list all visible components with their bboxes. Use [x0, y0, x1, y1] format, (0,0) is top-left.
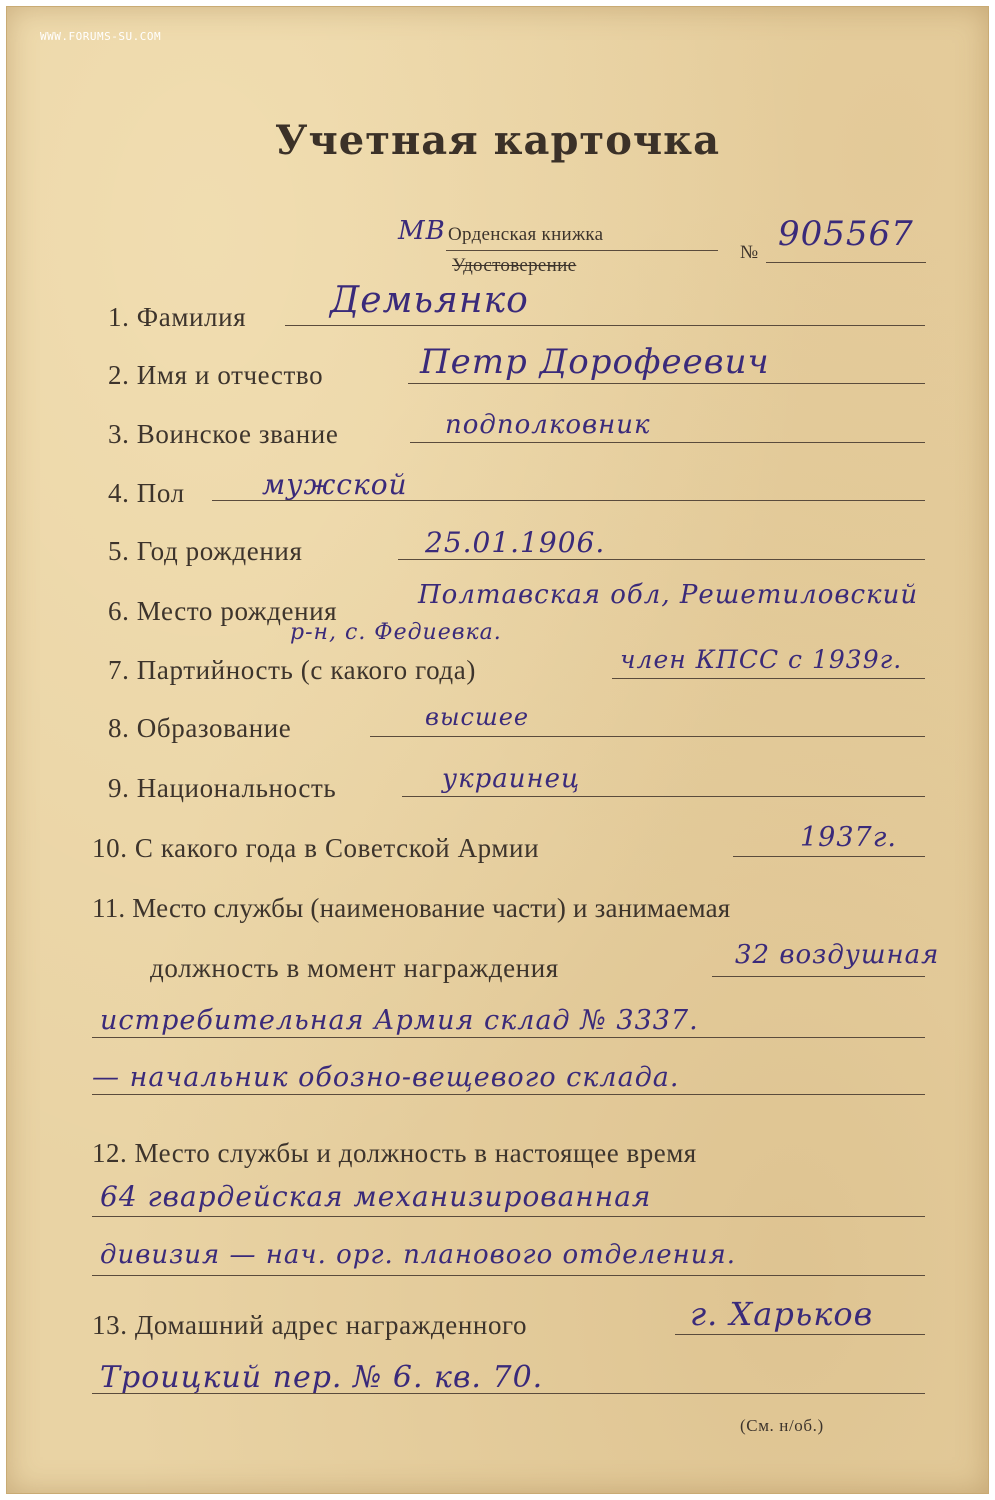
- field-service-line-2: [92, 1037, 925, 1038]
- field-rank-line: [410, 442, 925, 443]
- field-education-value: высшее: [425, 703, 530, 731]
- field-nationality-label: 9. Национальность: [108, 773, 337, 803]
- field-address-line-1: [675, 1334, 925, 1335]
- field-address-value: г. Харьков: [690, 1295, 874, 1333]
- field-surname-line: [285, 325, 925, 326]
- field-name-line: [408, 383, 925, 384]
- field-sex-line: [212, 500, 925, 501]
- field-service-label-2: должность в момент награждения: [150, 953, 559, 983]
- field-education-label: 8. Образование: [108, 713, 292, 743]
- field-name-value: Петр Дорофеевич: [420, 342, 770, 382]
- field-service-value-3: — начальник обозно-вещевого склада.: [92, 1062, 680, 1093]
- field-birthplace-value: Полтавская обл, Решетиловский: [418, 580, 919, 610]
- field-party-label: 7. Партийность (с какого года): [108, 655, 476, 685]
- field-service-line-3: [92, 1094, 925, 1095]
- field-surname-value: Демьянко: [330, 280, 529, 321]
- book-underline: [446, 250, 718, 251]
- field-sex-label: 4. Пол: [108, 478, 185, 508]
- field-birthplace-label: 6. Место рождения: [108, 596, 338, 626]
- field-address-value-2: Троицкий пер. № 6. кв. 70.: [100, 1360, 544, 1395]
- field-service-value: 32 воздушная: [735, 940, 940, 970]
- card-title: Учетная карточка: [275, 117, 720, 164]
- field-address-label: 13. Домашний адрес награжденного: [92, 1310, 528, 1340]
- book-number-handwritten: 905567: [778, 214, 914, 254]
- field-sex-value: мужской: [262, 468, 408, 501]
- field-current-service-line-2: [92, 1275, 925, 1276]
- field-rank-value: подполковник: [445, 410, 651, 440]
- field-current-service-value: 64 гвардейская механизированная: [100, 1180, 652, 1213]
- field-service-line-1: [712, 976, 925, 977]
- field-current-service-label: 12. Место службы и должность в настоящее время: [92, 1138, 697, 1168]
- book-label: Орденская книжка: [448, 224, 604, 245]
- field-party-value: член КПСС с 1939г.: [620, 645, 903, 674]
- book-number-underline: [766, 262, 926, 263]
- field-rank-label: 3. Воинское звание: [108, 419, 339, 449]
- field-army-year-line: [733, 856, 925, 857]
- field-service-label: 11. Место службы (наименование части) и занимаемая: [92, 893, 731, 923]
- field-current-service-line-1: [92, 1216, 925, 1217]
- field-name-label: 2. Имя и отчество: [108, 360, 324, 390]
- field-current-service-value-2: дивизия — нач. орг. планового отделения.: [100, 1240, 736, 1270]
- field-education-line: [370, 736, 925, 737]
- field-birthplace-value-2: р-н, с. Федиевка.: [290, 620, 502, 645]
- field-surname-label: 1. Фамилия: [108, 302, 247, 332]
- field-nationality-line: [402, 796, 925, 797]
- field-address-line-2: [92, 1393, 925, 1394]
- field-birthyear-line: [398, 559, 925, 560]
- book-struck-label: Удостоверение: [452, 255, 577, 276]
- book-number-label: №: [740, 242, 759, 263]
- footer-note: (См. н/об.): [740, 1416, 824, 1435]
- field-birthyear-label: 5. Год рождения: [108, 536, 303, 566]
- field-party-line: [612, 678, 925, 679]
- field-nationality-value: украинец: [442, 764, 581, 794]
- field-birthyear-value: 25.01.1906.: [425, 526, 606, 559]
- field-army-year-value: 1937г.: [800, 822, 897, 853]
- book-prefix-handwritten: МВ: [398, 216, 446, 246]
- field-service-value-2: истребительная Армия склад № 3337.: [100, 1005, 699, 1036]
- watermark: WWW.FORUMS-SU.COM: [40, 30, 162, 43]
- field-army-year-label: 10. С какого года в Советской Армии: [92, 833, 540, 863]
